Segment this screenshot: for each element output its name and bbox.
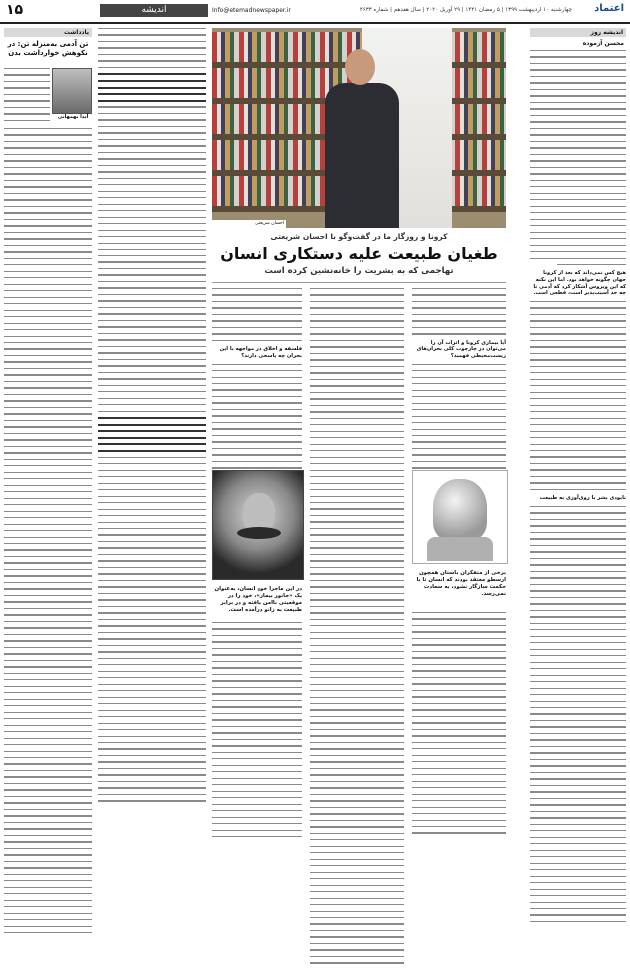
left-column-title: تن آدمی به‌منزله تن: در نکوهش خوارداشت بدن <box>7 40 89 57</box>
body-column-1 <box>412 288 506 487</box>
right-column-body <box>530 50 626 265</box>
right-column-subheading: نابودی بشر با روی‌آوری به طبیعت <box>539 495 626 502</box>
article-deck: تهاجمی که به‌ بشریت را خانه‌نشین کرده است <box>264 266 454 276</box>
left-column-kicker: یادداشت <box>4 28 92 37</box>
dateline: چهارشنبه ۱۰ اردیبهشت ۱۳۹۹ | ۵ رمضان ۱۴۴۱ | ۲۹ آوریل ۲۰۲۰ | سال هفدهم | شماره ۴۶۳۳ <box>359 7 572 13</box>
article-headline: طغیان طبیعت علیه دستکاری انسان <box>220 244 498 263</box>
philosopher-bust-photo <box>412 470 508 564</box>
pull-quote-right <box>412 566 506 602</box>
body-column-3 <box>212 288 302 493</box>
pull-quote-left <box>212 582 302 618</box>
photo-caption: احسان شریعتی <box>212 220 286 228</box>
interview-question-2: فلسفه و اخلاق در مواجهه با این بحران چه پاسخی دارند؟ <box>219 346 302 359</box>
left-column <box>4 28 92 814</box>
pull-quote-bust: برخی از متفکران باستان همچون ارسطو معتقد بودند که انسان تا با حکمت سازگار نشود، به سعادت نمی‌رسد. <box>416 570 506 597</box>
left-center-column-upper <box>98 28 206 256</box>
email-address[interactable]: Info@etemadnewspaper.ir <box>212 7 291 14</box>
body-column-1-lower <box>412 612 506 839</box>
left-center-column-lower <box>98 255 206 807</box>
right-column-body-3 <box>530 506 626 922</box>
article-subhead: کرونا و روزگار ما در گفت‌وگو با احسان شریعتی <box>270 232 448 241</box>
interview-question-1: آیا بیماری کرونا و اثرات آن را می‌توان در چارچوب کلی بحران‌های زیست‌محیطی فهمید؟ <box>416 339 506 360</box>
right-column-kicker: اندیشه روز <box>530 28 626 37</box>
right-column-bold-paragraph: هیچ کس نمی‌داند که بعد از کرونا جهان چگونه خواهد بود. اما این نکته که این ویروس آشکار کرد که آدمی تا چه حد آسیب‌پذیر است، قطعی است. <box>533 270 626 297</box>
body-column-3-lower <box>212 622 302 842</box>
left-column-author: آیدا بهمهانی <box>57 114 89 120</box>
author-photo <box>52 68 92 114</box>
pull-quote-nietzsche: در این ماجرا خودِ انسان، به‌عنوان یک «جانور بیمار»، خود را در موقعیتی ناامن یافته و در برابر طبیعت به زانو درآمده است. <box>214 586 302 613</box>
divider <box>212 282 506 283</box>
right-column-author: محسن آزموده <box>582 40 624 47</box>
page-header <box>0 0 630 24</box>
right-column <box>530 28 626 814</box>
right-column-body-2 <box>530 301 626 490</box>
nietzsche-photo <box>212 470 304 580</box>
newspaper-logo: اعتماد <box>594 3 624 14</box>
body-column-2 <box>310 288 404 969</box>
interview-photo <box>212 28 506 228</box>
page-number: ۱۵ <box>6 2 24 18</box>
left-column-intro <box>4 68 50 126</box>
section-label: اندیشه <box>100 4 208 17</box>
left-column-body <box>4 128 92 939</box>
